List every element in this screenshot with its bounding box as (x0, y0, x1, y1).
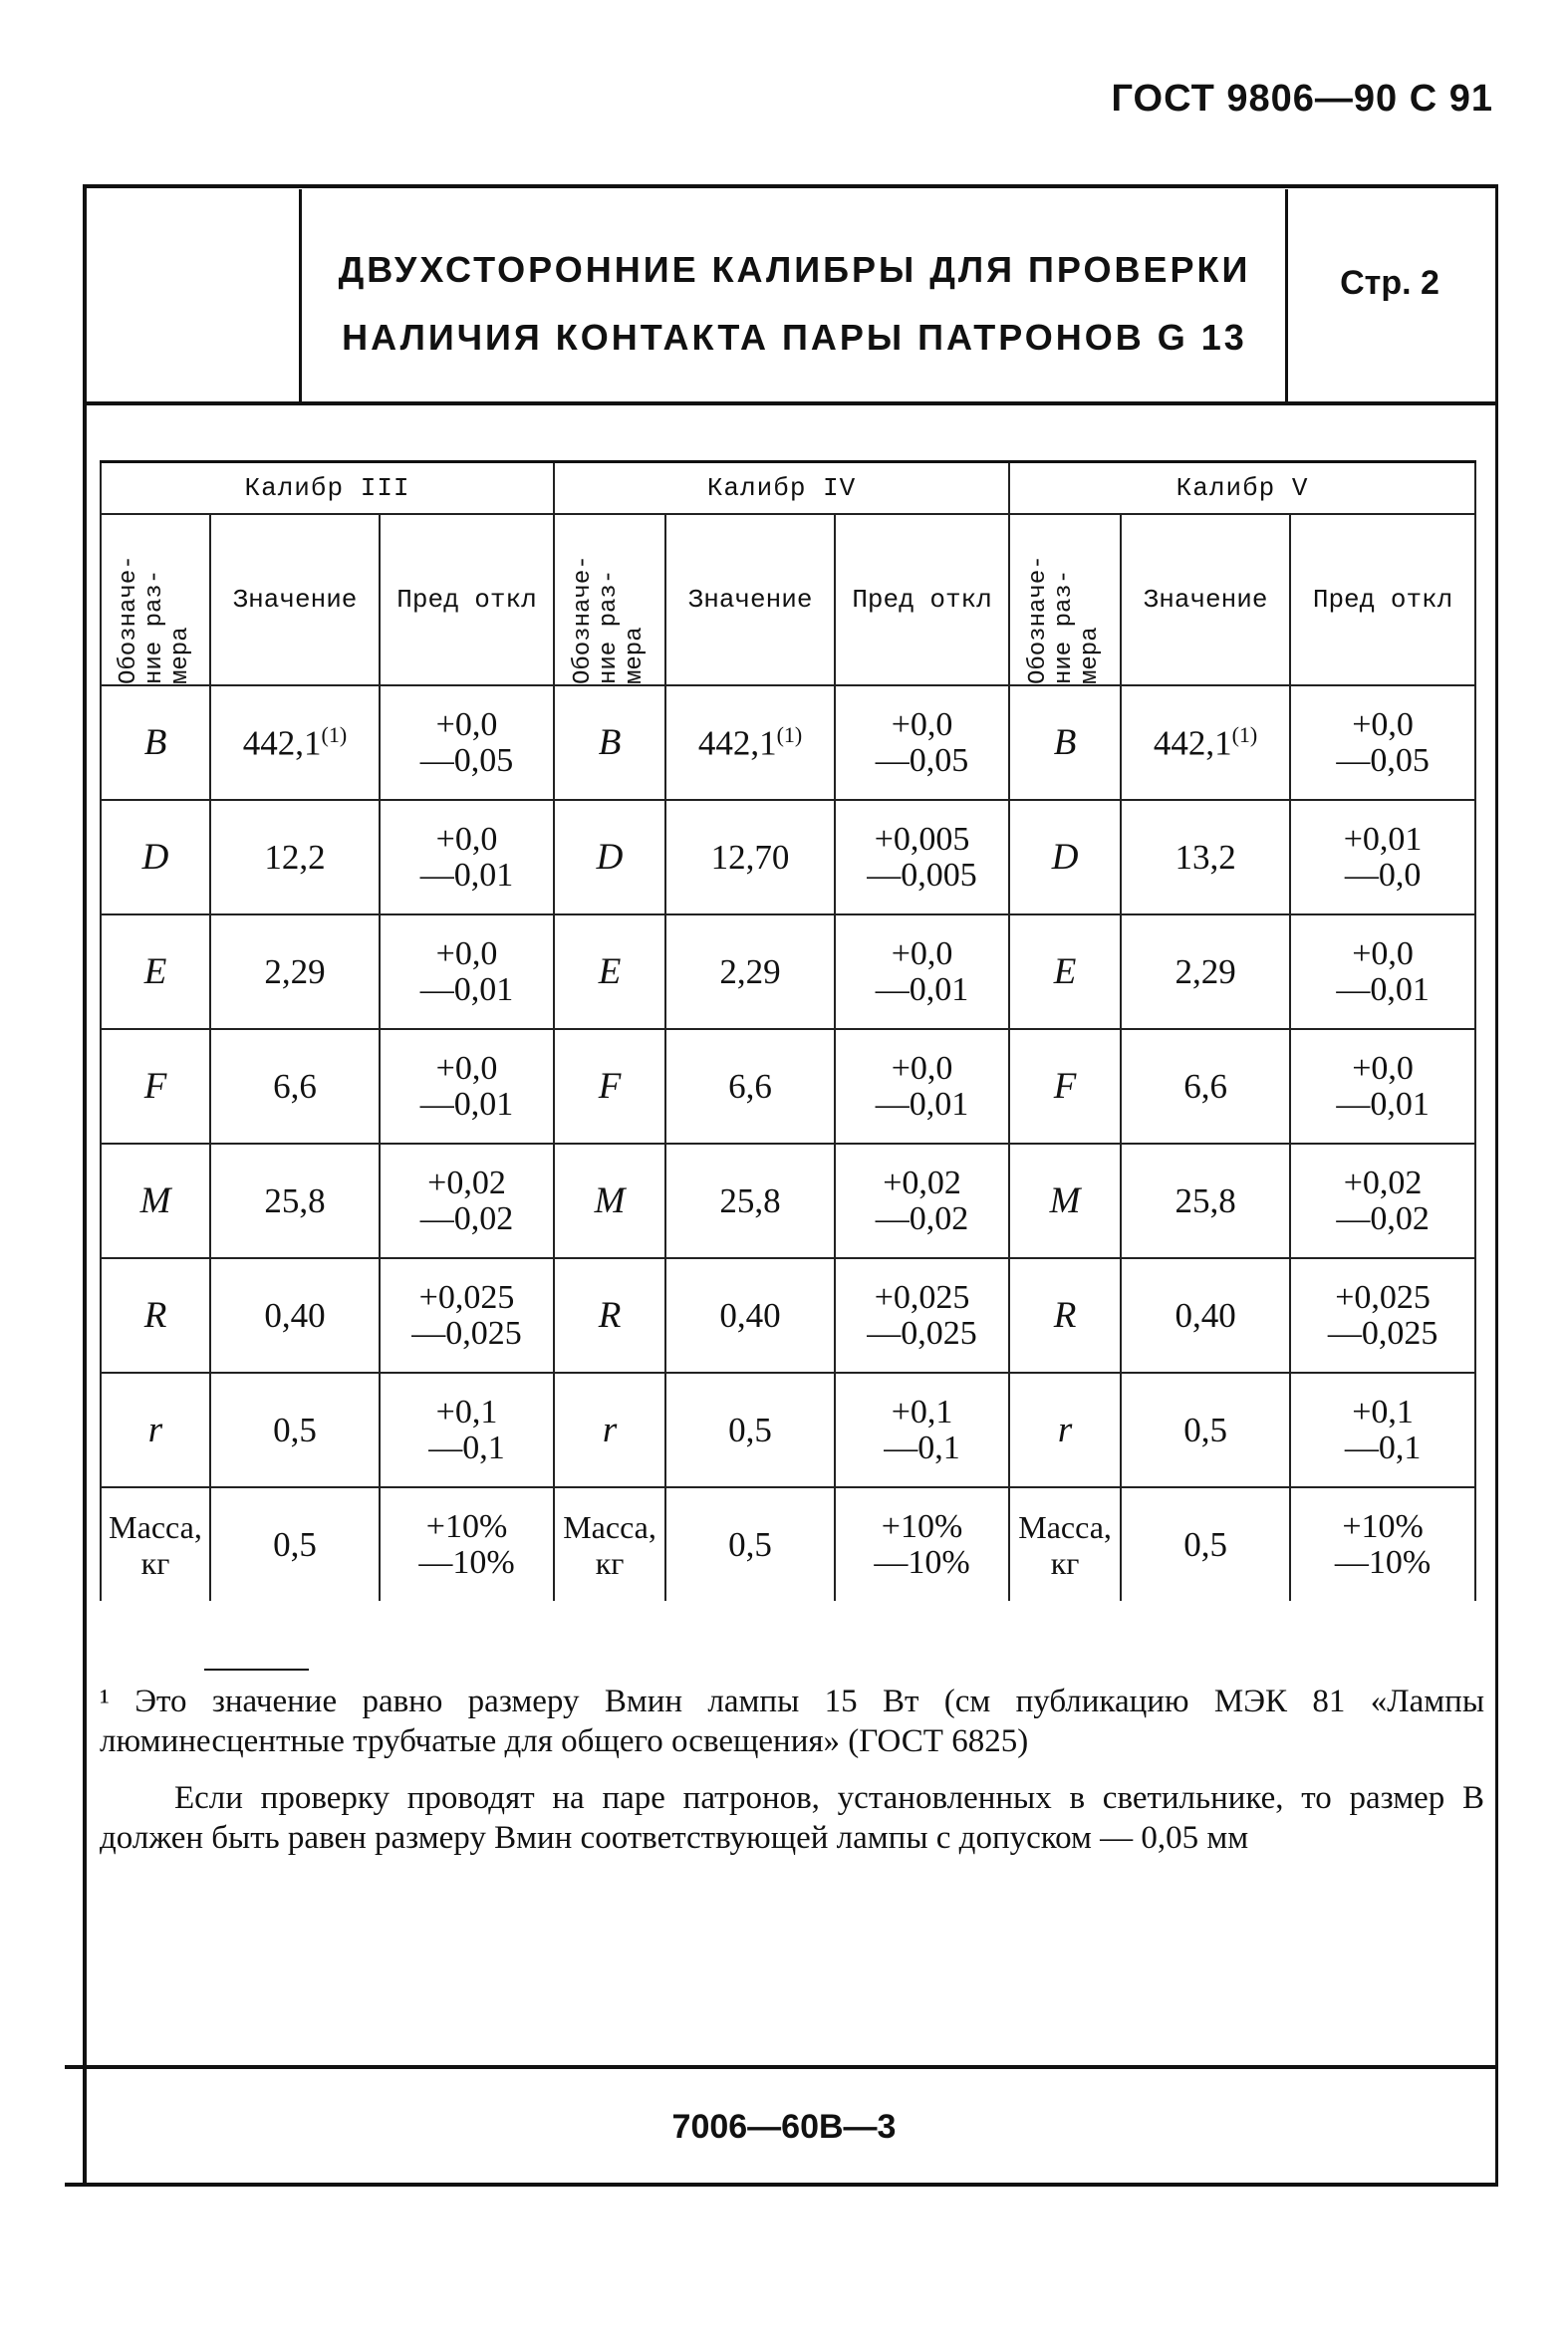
col-deviation-header: Пред откл (1290, 514, 1475, 685)
size-symbol: E (1009, 914, 1121, 1029)
size-value: 0,40 (210, 1258, 380, 1373)
size-value: 0,40 (1121, 1258, 1290, 1373)
mass-label: Масса, кг (1009, 1487, 1121, 1601)
tolerance: +0,0 —0,01 (1290, 1029, 1475, 1144)
size-symbol: E (101, 914, 210, 1029)
table-row (101, 914, 1475, 1029)
mass-value: 0,5 (665, 1487, 835, 1601)
size-value: 0,5 (210, 1373, 380, 1487)
size-symbol: B (1009, 685, 1121, 800)
size-value: 442,1$^{(1)}$ (665, 685, 835, 800)
size-symbol: M (101, 1144, 210, 1258)
tolerance: +0,0 —0,01 (835, 1029, 1009, 1144)
note-paragraph: Если проверку проводят на паре патронов, установленных в светильнике, то размер B должен быть равен размеру Bмин соответствующей лампы с допуском — 0,05 мм (100, 1780, 1484, 1856)
size-symbol: r (101, 1373, 210, 1487)
mass-value: 0,5 (1121, 1487, 1290, 1601)
size-symbol: R (554, 1258, 665, 1373)
group-header-4: Калибр IV (554, 462, 1009, 515)
tolerance: +0,0 —0,01 (1290, 914, 1475, 1029)
mass-deviation: +10% —10% (1290, 1487, 1475, 1601)
size-symbol: B (101, 685, 210, 800)
tolerance: +0,02 —0,02 (1290, 1144, 1475, 1258)
size-value: 12,2 (210, 800, 380, 914)
footnote-marker: (1) (776, 721, 803, 747)
mass-label: Масса, кг (554, 1487, 665, 1601)
size-symbol: r (554, 1373, 665, 1487)
footnote-marker: (1) (321, 721, 348, 747)
tolerance: +0,0 —0,01 (835, 914, 1009, 1029)
col-value-header: Значение (1121, 514, 1290, 685)
footnote-rule (204, 1669, 309, 1671)
size-value: 12,70 (665, 800, 835, 914)
title-line-1: ДВУХСТОРОННИЕ КАЛИБРЫ ДЛЯ ПРОВЕРКИ (338, 249, 1251, 290)
tolerance: +0,0 —0,05 (380, 685, 554, 800)
size-value: 2,29 (665, 914, 835, 1029)
title-line-2: НАЛИЧИЯ КОНТАКТА ПАРЫ ПАТРОНОВ G 13 (342, 317, 1247, 358)
table-row (101, 800, 1475, 914)
col-symbol-header: Обозначе-ние раз-мера (101, 514, 210, 685)
tolerance: +0,0 —0,01 (380, 800, 554, 914)
page-number: Стр. 2 (1340, 264, 1439, 302)
tolerance: +0,01 —0,0 (1290, 800, 1475, 914)
table-row (101, 1258, 1475, 1373)
tolerance: +0,1 —0,1 (1290, 1373, 1475, 1487)
mass-deviation: +10% —10% (380, 1487, 554, 1601)
size-value: 0,5 (1121, 1373, 1290, 1487)
col-deviation-header: Пред откл (380, 514, 554, 685)
size-value: 442,1$^{(1)}$ (210, 685, 380, 800)
tolerance: +0,025 —0,025 (1290, 1258, 1475, 1373)
size-value: 442,1$^{(1)}$ (1121, 685, 1290, 800)
table-row (101, 1144, 1475, 1258)
size-symbol: r (1009, 1373, 1121, 1487)
size-symbol: D (554, 800, 665, 914)
document-title (304, 204, 1285, 403)
size-value: 6,6 (665, 1029, 835, 1144)
size-value: 6,6 (1121, 1029, 1290, 1144)
size-symbol: M (554, 1144, 665, 1258)
tolerance: +0,0 —0,05 (835, 685, 1009, 800)
size-symbol: F (101, 1029, 210, 1144)
tolerance: +0,1 —0,1 (380, 1373, 554, 1487)
tolerance: +0,02 —0,02 (380, 1144, 554, 1258)
footnote: ¹ Это значение равно размеру Bмин лампы 15 Вт (см публикацию МЭК 81 «Лампы люминесцентные трубчатые для общего освещения» (ГОСТ 6825) (100, 1684, 1484, 1759)
size-symbol: M (1009, 1144, 1121, 1258)
group-header-5: Калибр V (1009, 462, 1475, 515)
size-symbol: R (1009, 1258, 1121, 1373)
col-value-header: Значение (665, 514, 835, 685)
tolerance: +0,0 —0,05 (1290, 685, 1475, 800)
table-row (101, 1373, 1475, 1487)
gauge-table (100, 460, 1476, 1601)
size-symbol: E (554, 914, 665, 1029)
size-value: 25,8 (210, 1144, 380, 1258)
size-value: 13,2 (1121, 800, 1290, 914)
tolerance: +0,0 —0,01 (380, 1029, 554, 1144)
mass-label: Масса, кг (101, 1487, 210, 1601)
table-row (101, 685, 1475, 800)
size-value: 25,8 (665, 1144, 835, 1258)
col-symbol-header: Обозначе-ние раз-мера (554, 514, 665, 685)
col-symbol-header: Обозначе-ние раз-мера (1009, 514, 1121, 685)
size-value: 2,29 (210, 914, 380, 1029)
tolerance: +0,1 —0,1 (835, 1373, 1009, 1487)
size-value: 6,6 (210, 1029, 380, 1144)
col-value-header: Значение (210, 514, 380, 685)
size-value: 2,29 (1121, 914, 1290, 1029)
tolerance: +0,025 —0,025 (835, 1258, 1009, 1373)
table-row-mass (101, 1487, 1475, 1601)
page-header-ref: ГОСТ 9806—90 С 91 (1111, 78, 1493, 120)
tolerance: +0,0 —0,01 (380, 914, 554, 1029)
size-symbol: D (1009, 800, 1121, 914)
mass-deviation: +10% —10% (835, 1487, 1009, 1601)
footnote-marker: (1) (1231, 721, 1258, 747)
size-symbol: F (1009, 1029, 1121, 1144)
size-value: 0,40 (665, 1258, 835, 1373)
size-value: 0,5 (665, 1373, 835, 1487)
table-row (101, 1029, 1475, 1144)
size-symbol: D (101, 800, 210, 914)
col-deviation-header: Пред откл (835, 514, 1009, 685)
tolerance: +0,02 —0,02 (835, 1144, 1009, 1258)
tolerance: +0,025 —0,025 (380, 1258, 554, 1373)
size-symbol: R (101, 1258, 210, 1373)
size-symbol: B (554, 685, 665, 800)
tolerance: +0,005 —0,005 (835, 800, 1009, 914)
group-header-3: Калибр III (101, 462, 554, 515)
size-symbol: F (554, 1029, 665, 1144)
size-value: 25,8 (1121, 1144, 1290, 1258)
footer-code: 7006—60В—3 (671, 2108, 897, 2146)
mass-value: 0,5 (210, 1487, 380, 1601)
